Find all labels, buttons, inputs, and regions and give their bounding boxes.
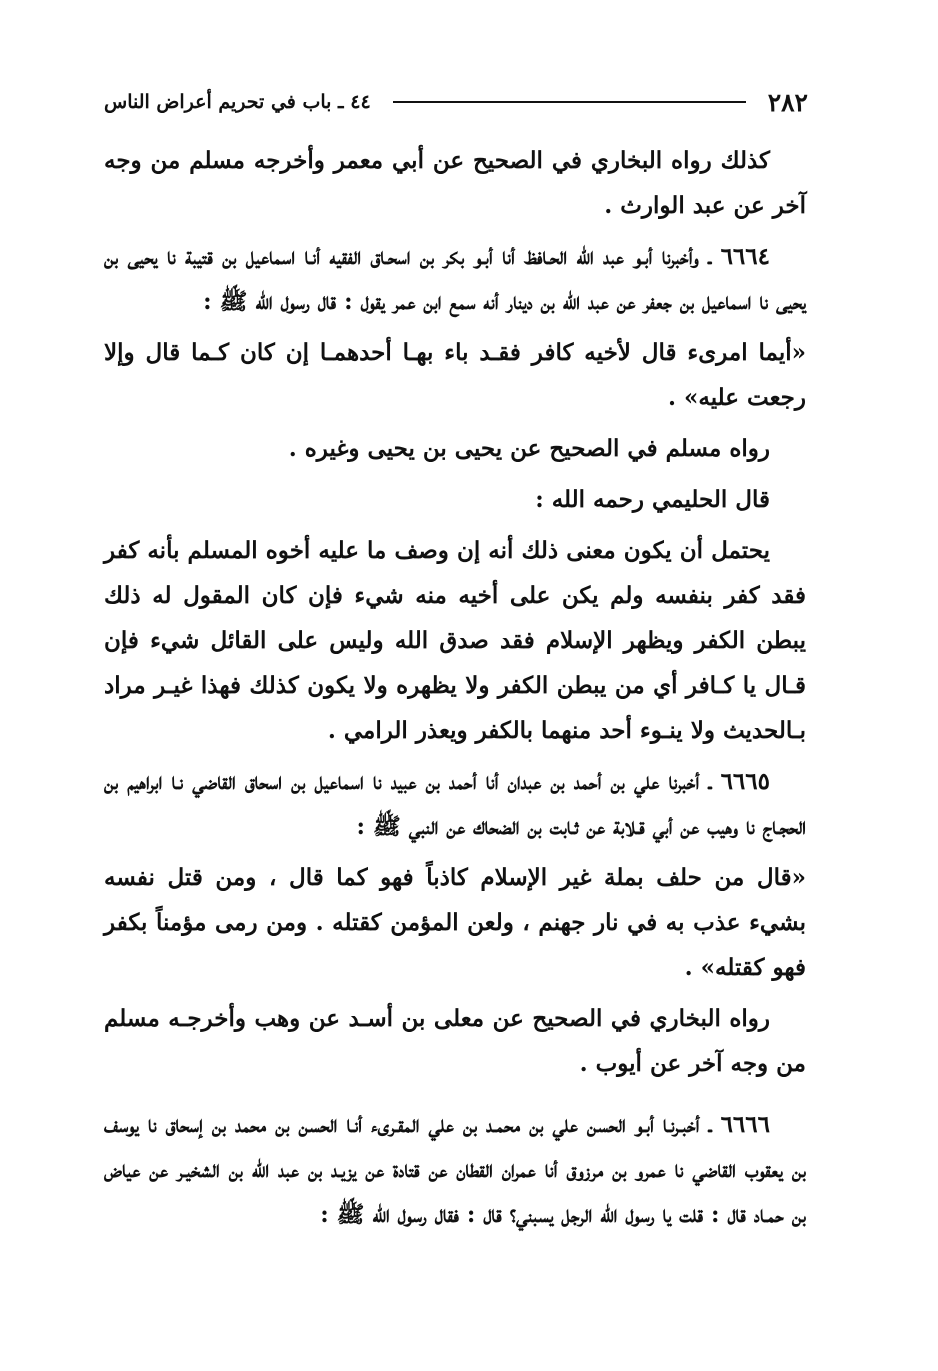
paragraph: قال الحليمي رحمه الله : [535, 486, 770, 513]
paragraph: رواه مسلم في الصحيح عن يحيى بن يحيى وغيره . [288, 435, 770, 462]
paragraph: رواه البخاري في الصحيح عن معلى بن أسـد عن وهب وأخرجـه مسلم من وجه آخر عن أيوب . [104, 1005, 806, 1077]
page-number: ٢٨٢ [767, 87, 808, 117]
header-rule [393, 101, 746, 103]
hadith-quote: «قال من حلف بملة غير الإسلام كاذباً فهو كما قال ، ومن قتل نفسه بشيء عذب به في نار جهنم ، ولعن المؤمن كقتله . ومن رمى مؤمناً بكفر فهو كقتله» . [104, 864, 806, 981]
hadith-6664: ٦٦٦٤ ـ وأخبرنا أبـو عبد الله الحـافظ أنا أبـو بكر بن اسحـاق الفقيه أنـا اسماعيل بن قتيبة نا يحيى بن يحيى نا اسماعيل بن جعفر عن عبد الله بن دينار أنه سمع ابن عمر يقول : قال رسول الله ﷺ : [104, 243, 806, 315]
running-title: ٤٤ ـ باب في تحريم أعراض الناس [104, 91, 371, 113]
paragraph: كذلك رواه البخاري في الصحيح عن أبي معمر وأخرجه مسلم من وجه آخر عن عبد الوارث . [104, 147, 806, 219]
hadith-quote: «أيما امرىء قال لأخيه كافر فقـد باء بهـا أحدهمـا إن كان كـما قال وإلا رجعت عليه» . [104, 339, 806, 411]
hadith-6665: ٦٦٦٥ ـ أخبرنا علي بن أحمد بن عبدان أنا أحمد بن عبيد نا اسماعيل بن اسحاق القاضي نـا ابراهيم بن الحجـاج نا وهيب عن أبي قـلابة عن ثـابت بن الضحاك عن النبي ﷺ : [104, 768, 806, 840]
page-header [104, 82, 808, 122]
hadith-6666: ٦٦٦٦ ـ أخبـرنـا أبـو الحسن علي بن محمـد بن علي المقـرىء أنـا الحسن بن محمد بن إسحاق نا يوسف بن يعقوب القاضي نا عمرو بن مرزوق أنا عمران القطان عن قتادة عن يزيـد بن عبد الله بن الشخيـر عن عياض بن حمـاد قال : قلت يا رسول الله الرجل يسبني؟ قال : فقال رسول الله ﷺ : [104, 1111, 806, 1228]
body-text [104, 138, 806, 1243]
commentary-paragraph: يحتمل أن يكون معنى ذلك أنه إن وصف ما عليه أخوه المسلم بأنه كفر فقد كفر بنفسه ولم يكن على أخيه منه شيء فإن كان المقول له ذلك يبطن الكفر ويظهر الإسلام فقد صدق الله وليس على القائل شيء فإن قـال يا كـافر أي من يبطن الكفر ولا يظهره ولا يكون كذلك فهذا غيـر مراد بـالحديث ولا ينـوء أحد منهما بالكفر ويعذر الرامي . [104, 537, 806, 744]
